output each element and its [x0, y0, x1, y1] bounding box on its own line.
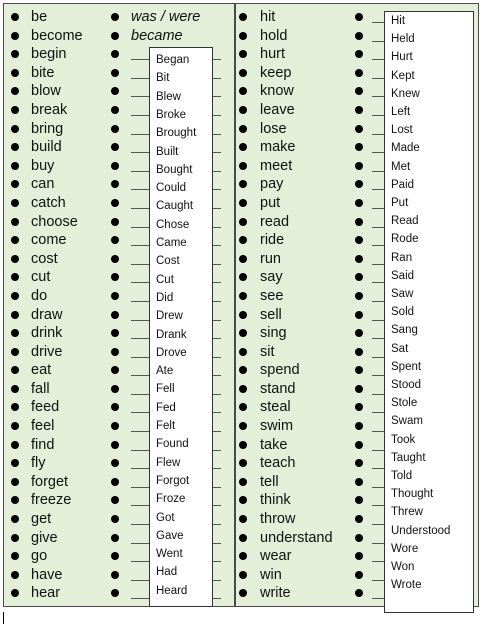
- bullet-icon: [355, 478, 363, 486]
- past-form-answer: Thought: [391, 488, 434, 501]
- past-form-answer: Drank: [156, 328, 187, 341]
- base-form: fall: [31, 380, 50, 397]
- bullet-icon: [239, 478, 247, 486]
- bullet-icon: [239, 13, 247, 21]
- past-form-answer: Built: [156, 145, 179, 158]
- past-form-answer: Wrote: [391, 579, 422, 592]
- past-form-answer: Sang: [391, 324, 418, 337]
- past-form-answer: Could: [156, 182, 187, 195]
- base-form: cost: [31, 250, 58, 267]
- bullet-icon: [11, 311, 19, 319]
- base-form: meet: [260, 157, 293, 174]
- bullet-icon: [239, 199, 247, 207]
- base-form: fly: [31, 455, 46, 472]
- past-form-answer: Drove: [156, 346, 187, 359]
- base-form: buy: [31, 157, 55, 174]
- past-form-answer: Drew: [156, 310, 183, 323]
- bullet-icon: [239, 255, 247, 263]
- bullet-icon: [355, 385, 363, 393]
- bullet-icon: [239, 69, 247, 77]
- bullet-icon: [239, 348, 247, 356]
- bullet-icon: [11, 478, 19, 486]
- bullet-icon: [111, 32, 119, 40]
- past-form-answer: Flew: [156, 456, 181, 469]
- bullet-icon: [355, 255, 363, 263]
- bullet-icon: [355, 348, 363, 356]
- past-form-answer: Read: [391, 215, 419, 228]
- base-form: sing: [260, 325, 287, 342]
- bullet-icon: [355, 218, 363, 226]
- base-form: bring: [31, 120, 64, 137]
- base-form: pay: [260, 176, 284, 193]
- past-form-answer: Bit: [156, 72, 170, 85]
- past-form-answer: Taught: [391, 451, 426, 464]
- base-form: bite: [31, 64, 55, 81]
- base-form: ride: [260, 232, 285, 249]
- base-form: wear: [260, 548, 292, 565]
- bullet-icon: [11, 534, 19, 542]
- base-form: come: [31, 232, 67, 249]
- bullet-icon: [111, 255, 119, 263]
- base-form: stand: [260, 380, 296, 397]
- base-form: write: [260, 585, 291, 602]
- base-form: choose: [31, 213, 78, 230]
- past-form-answer: Met: [391, 160, 411, 173]
- past-form-answer: Sold: [391, 306, 415, 319]
- base-form: build: [31, 139, 62, 156]
- past-form-answer: Began: [156, 54, 190, 66]
- past-form-answer: Put: [391, 197, 409, 209]
- past-form-answer: Hurt: [391, 51, 413, 64]
- past-form-answer: Won: [391, 561, 415, 573]
- bullet-icon: [11, 199, 19, 207]
- base-form: give: [31, 529, 58, 546]
- base-form: sit: [260, 343, 275, 360]
- bullet-icon: [111, 218, 119, 226]
- bullet-icon: [11, 515, 19, 523]
- past-form-answer: Sat: [391, 342, 409, 355]
- past-form-answer: Wore: [391, 542, 419, 555]
- bullet-icon: [111, 534, 119, 542]
- past-form-answer: Chose: [156, 218, 190, 231]
- bullet-icon: [11, 106, 19, 114]
- past-form-answer: Cut: [156, 273, 174, 286]
- base-form: be: [31, 9, 48, 25]
- bullet-icon: [239, 311, 247, 319]
- bullet-icon: [11, 32, 19, 40]
- past-form-answer: Forgot: [156, 474, 190, 487]
- bullet-icon: [355, 571, 363, 579]
- bullet-icon: [111, 199, 119, 207]
- past-form-answer: Bought: [156, 163, 193, 176]
- base-form: feed: [31, 399, 60, 416]
- base-form: feel: [31, 418, 55, 435]
- past-form-answer: Took: [391, 433, 416, 446]
- bullet-icon: [239, 32, 247, 40]
- bullet-icon: [111, 162, 119, 170]
- past-form-answer: Went: [156, 548, 183, 561]
- past-form-answer: Stood: [391, 379, 422, 391]
- past-form-answer: Made: [391, 142, 420, 155]
- bullet-icon: [111, 292, 119, 300]
- bullet-icon: [11, 162, 19, 170]
- bullet-icon: [11, 13, 19, 21]
- bullet-icon: [239, 218, 247, 226]
- past-form-answer: Hit: [391, 15, 406, 27]
- base-form: leave: [260, 101, 295, 118]
- bullet-icon: [111, 106, 119, 114]
- base-form: hurt: [260, 46, 285, 63]
- bullet-icon: [355, 32, 363, 40]
- base-form: catch: [31, 194, 66, 211]
- base-form: steal: [260, 399, 291, 416]
- base-form: can: [31, 176, 55, 193]
- base-form: lose: [260, 120, 287, 137]
- bullet-icon: [11, 218, 19, 226]
- bullet-icon: [355, 69, 363, 77]
- example-past-form: became: [131, 27, 183, 44]
- past-form-answer: Held: [391, 33, 415, 46]
- base-form: keep: [260, 64, 292, 81]
- base-form: make: [260, 139, 296, 156]
- past-form-answer: Heard: [156, 584, 188, 597]
- base-form: blow: [31, 83, 61, 100]
- past-form-answer: Lost: [391, 124, 413, 137]
- past-form-answer: Blew: [156, 90, 181, 103]
- base-form: throw: [260, 511, 296, 528]
- past-form-answer: Told: [391, 470, 413, 482]
- bullet-icon: [355, 199, 363, 207]
- past-form-answer: Swam: [391, 415, 423, 428]
- base-form: freeze: [31, 492, 72, 509]
- bullet-icon: [355, 125, 363, 133]
- bullet-icon: [239, 534, 247, 542]
- bullet-icon: [111, 13, 119, 21]
- base-form: get: [31, 511, 52, 528]
- bullet-icon: [239, 106, 247, 114]
- past-form-answer: Broke: [156, 108, 187, 121]
- past-form-answer: Cost: [156, 255, 180, 268]
- past-form-answer: Ran: [391, 251, 413, 264]
- base-form: become: [31, 27, 83, 44]
- bullet-icon: [11, 292, 19, 300]
- past-form-answer: Did: [156, 291, 174, 304]
- bullet-icon: [355, 422, 363, 430]
- past-form-answer: Understood: [391, 524, 451, 537]
- bullet-icon: [11, 385, 19, 393]
- bullet-icon: [11, 125, 19, 133]
- base-form: have: [31, 566, 63, 583]
- base-form: swim: [260, 418, 294, 435]
- past-form-answer: Paid: [391, 178, 415, 191]
- column-divider: [234, 3, 236, 607]
- base-form: drive: [31, 343, 63, 360]
- base-form: begin: [31, 46, 67, 63]
- bullet-icon: [239, 571, 247, 579]
- bullet-icon: [239, 385, 247, 393]
- bullet-icon: [239, 162, 247, 170]
- past-form-answer: Caught: [156, 200, 194, 213]
- bullet-icon: [239, 441, 247, 449]
- base-form: put: [260, 194, 281, 211]
- bullet-icon: [355, 534, 363, 542]
- past-form-answer: Came: [156, 237, 187, 249]
- past-form-answer: Saw: [391, 288, 414, 300]
- bullet-icon: [111, 69, 119, 77]
- bullet-icon: [111, 385, 119, 393]
- past-form-answer: Said: [391, 269, 415, 282]
- base-form: know: [260, 83, 294, 100]
- base-form: see: [260, 287, 284, 304]
- past-form-answer: Threw: [391, 506, 423, 519]
- past-form-answer: Spent: [391, 360, 422, 373]
- past-form-answer: Got: [156, 511, 175, 524]
- bullet-icon: [355, 441, 363, 449]
- bullet-icon: [11, 69, 19, 77]
- base-form: find: [31, 436, 55, 453]
- bullet-icon: [111, 571, 119, 579]
- bullet-icon: [111, 478, 119, 486]
- bullet-icon: [11, 255, 19, 263]
- past-form-answer: Kept: [391, 69, 415, 82]
- bullet-icon: [111, 441, 119, 449]
- base-form: take: [260, 436, 288, 453]
- bullet-icon: [111, 422, 119, 430]
- base-form: hear: [31, 585, 61, 602]
- base-form: drink: [31, 325, 63, 342]
- bullet-icon: [11, 571, 19, 579]
- bullet-icon: [355, 162, 363, 170]
- bullet-icon: [355, 311, 363, 319]
- base-form: sell: [260, 306, 282, 323]
- base-form: win: [260, 566, 282, 583]
- past-form-answer: Felt: [156, 420, 176, 432]
- past-form-answer: Stole: [391, 397, 418, 410]
- base-form: hold: [260, 27, 288, 44]
- base-form: go: [31, 548, 48, 565]
- base-form: spend: [260, 362, 300, 379]
- past-form-answer: Fed: [156, 401, 176, 414]
- base-form: run: [260, 250, 281, 267]
- past-form-answer: Froze: [156, 493, 186, 506]
- past-form-answer: Had: [156, 566, 178, 579]
- base-form: think: [260, 492, 291, 509]
- base-form: say: [260, 269, 283, 286]
- bullet-icon: [11, 422, 19, 430]
- base-form: tell: [260, 473, 279, 490]
- bullet-icon: [111, 125, 119, 133]
- base-form: forget: [31, 473, 69, 490]
- past-form-answer: Knew: [391, 87, 420, 100]
- bullet-icon: [111, 311, 119, 319]
- base-form: eat: [31, 362, 52, 379]
- example-past-form: was / were: [131, 9, 201, 25]
- past-form-answer: Ate: [156, 365, 174, 378]
- past-form-answer: Brought: [156, 127, 197, 140]
- bullet-icon: [355, 106, 363, 114]
- bullet-icon: [239, 292, 247, 300]
- base-form: read: [260, 213, 290, 230]
- right-answer-box: [384, 11, 474, 613]
- bullet-icon: [11, 348, 19, 356]
- text-cursor: [3, 612, 4, 624]
- past-form-answer: Fell: [156, 383, 175, 396]
- bullet-icon: [11, 441, 19, 449]
- past-form-answer: Rode: [391, 233, 419, 246]
- past-form-answer: Left: [391, 106, 411, 118]
- bullet-icon: [355, 13, 363, 21]
- bullet-icon: [355, 515, 363, 523]
- base-form: hit: [260, 9, 276, 25]
- bullet-icon: [355, 292, 363, 300]
- base-form: teach: [260, 455, 296, 472]
- bullet-icon: [239, 515, 247, 523]
- base-form: draw: [31, 306, 63, 323]
- base-form: do: [31, 287, 48, 304]
- bullet-icon: [111, 348, 119, 356]
- base-form: cut: [31, 269, 51, 286]
- base-form: break: [31, 101, 68, 118]
- bullet-icon: [239, 422, 247, 430]
- bullet-icon: [111, 515, 119, 523]
- base-form: understand: [260, 529, 333, 546]
- left-answer-box: [149, 47, 213, 607]
- bullet-icon: [239, 125, 247, 133]
- past-form-answer: Found: [156, 438, 189, 451]
- past-form-answer: Gave: [156, 529, 184, 542]
